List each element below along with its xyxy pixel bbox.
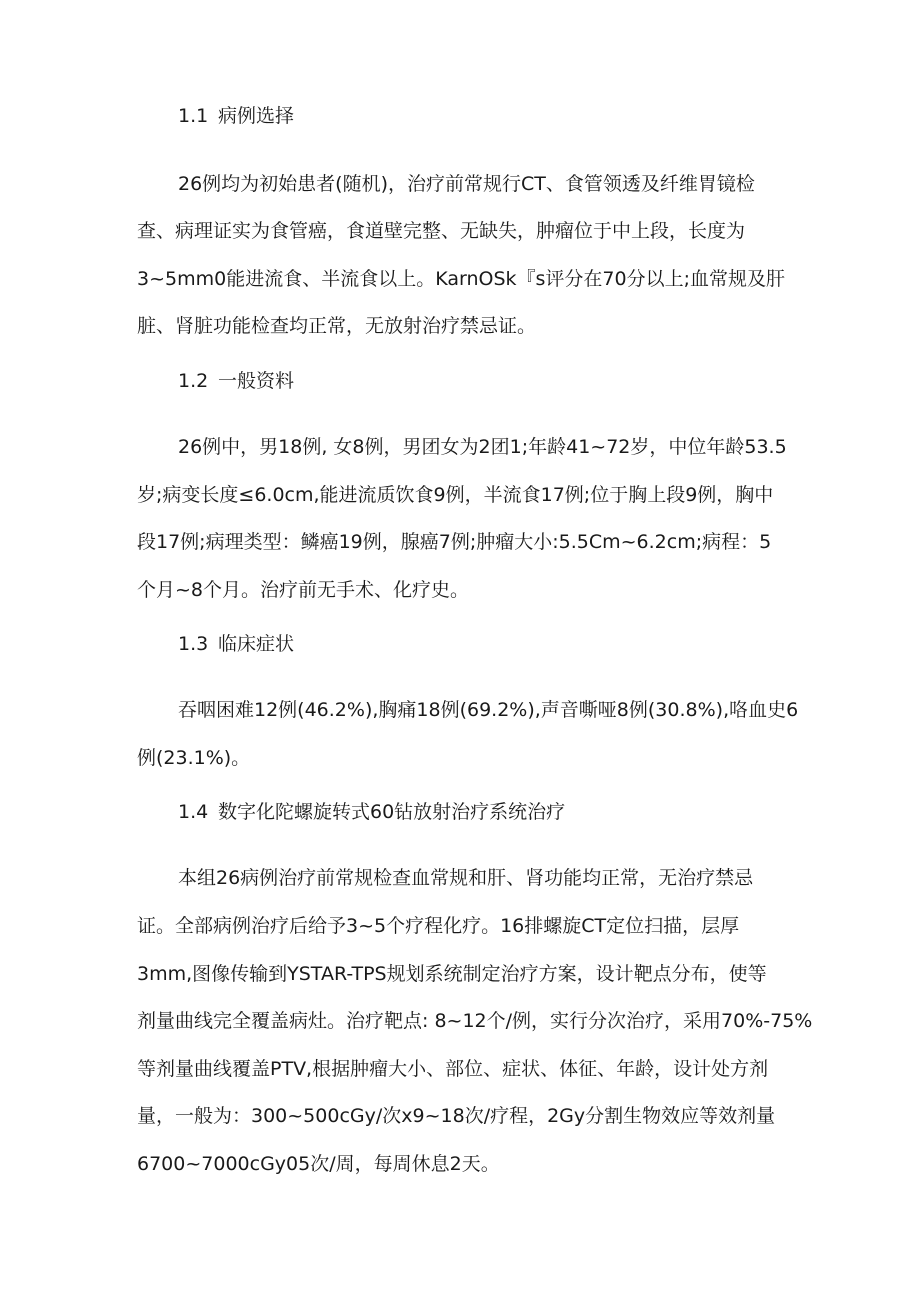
section-number: 1.4 <box>178 801 209 823</box>
section-title: 一般资料 <box>218 370 295 392</box>
paragraph-line: 脏、肾脏功能检查均正常，无放射治疗禁忌证。 <box>137 315 537 337</box>
section-number: 1.1 <box>178 105 209 127</box>
paragraph-line: 本组26病例治疗前常规检查血常规和肝、肾功能均正常，无治疗禁忌 <box>178 867 754 889</box>
paragraph-line: 26例均为初始患者(随机)，治疗前常规行CT、食管领透及纤维胃镜检 <box>178 173 755 195</box>
section-heading-1-1 <box>178 104 294 128</box>
paragraph-line: 等剂量曲线覆盖PTV,根据肿瘤大小、部位、症状、体征、年龄，设计处方剂 <box>137 1058 769 1080</box>
paragraph-line: 6700~7000cGy05次/周，每周休息2天。 <box>137 1153 500 1175</box>
paragraph-line: 例(23.1%)。 <box>137 747 251 769</box>
paragraph-line: 岁;病变长度≤6.0cm,能进流质饮食9例，半流食17例;位于胸上段9例，胸中 <box>137 484 774 506</box>
paragraph-line: 剂量曲线完全覆盖病灶。治疗靶点: 8~12个/例，实行分次治疗，采用70%-75% <box>137 1010 813 1032</box>
section-number: 1.3 <box>178 633 209 655</box>
section-title: 数字化陀螺旋转式60钻放射治疗系统治疗 <box>218 801 566 823</box>
paragraph-line: 3~5mm0能进流食、半流食以上。KarnOSk『s评分在70分以上;血常规及肝 <box>137 268 785 290</box>
paragraph-line: 证。全部病例治疗后给予3~5个疗程化疗。16排螺旋CT定位扫描，层厚 <box>137 915 740 937</box>
paragraph-line: 段17例;病理类型：鳞癌19例，腺癌7例;肿瘤大小:5.5Cm~6.2cm;病程：5 <box>137 531 772 553</box>
section-title: 临床症状 <box>218 633 295 655</box>
paragraph-line: 3mm,图像传输到YSTAR-TPS规划系统制定治疗方案，设计靶点分布，使等 <box>137 963 767 985</box>
paragraph-line: 个月~8个月。治疗前无手术、化疗史。 <box>137 579 470 601</box>
paragraph-line: 量，一般为：300~500cGy/次x9~18次/疗程，2Gy分割生物效应等效剂量 <box>137 1105 776 1127</box>
paragraph-line: 26例中，男18例, 女8例，男团女为2团1;年龄41~72岁，中位年龄53.5 <box>178 436 787 458</box>
section-heading-1-4 <box>178 800 565 824</box>
paragraph-line: 查、病理证实为食管癌，食道壁完整、无缺失，肿瘤位于中上段，长度为 <box>137 220 746 242</box>
section-heading-1-3 <box>178 632 294 656</box>
section-number: 1.2 <box>178 370 209 392</box>
section-heading-1-2 <box>178 369 294 393</box>
section-title: 病例选择 <box>218 105 295 127</box>
paragraph-line: 吞咽困难12例(46.2%),胸痛18例(69.2%),声音嘶哑8例(30.8%),咯血史6 <box>178 699 799 721</box>
